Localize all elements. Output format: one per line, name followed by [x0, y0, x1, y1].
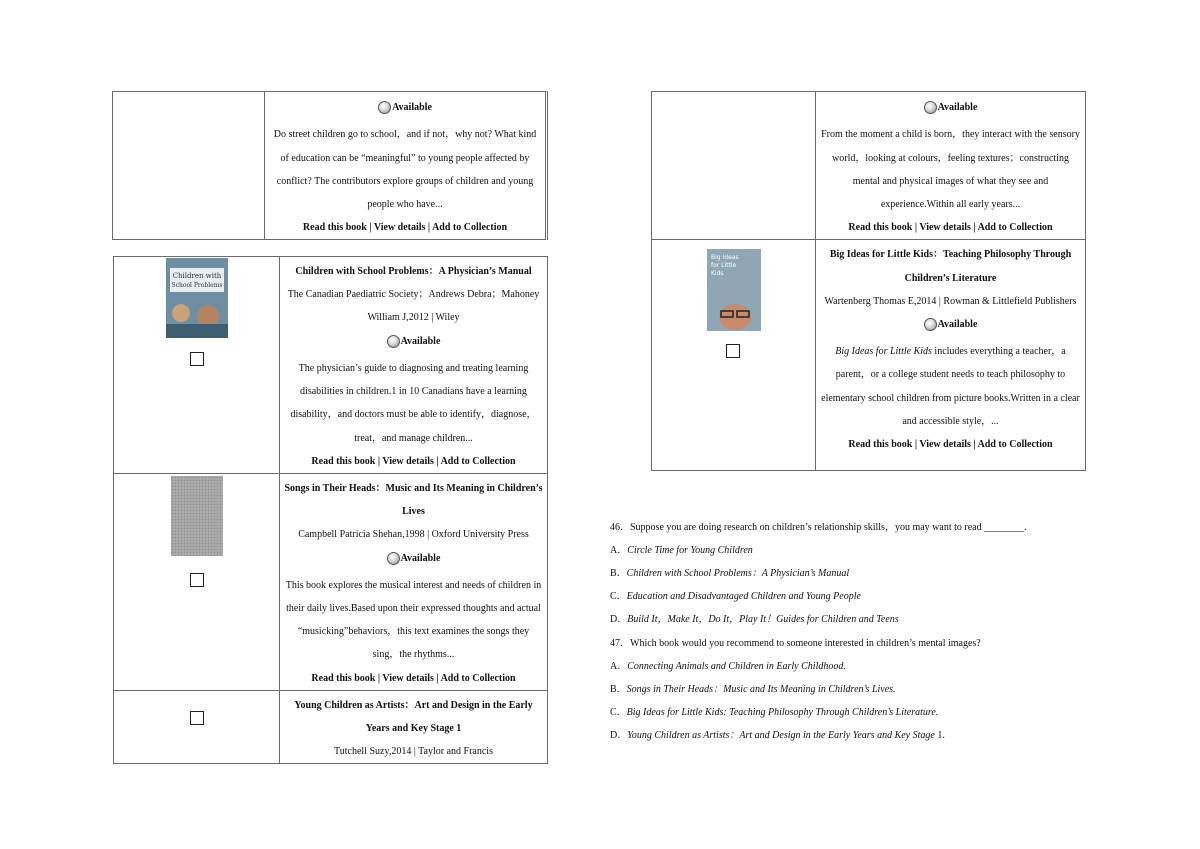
book-cover-cell: [652, 92, 816, 240]
book-info-cell: [280, 257, 548, 474]
available-icon: [387, 335, 400, 348]
left-book-list: [113, 256, 548, 764]
book-row: [114, 473, 548, 690]
book-row: [114, 257, 548, 474]
book-row: [652, 92, 1086, 240]
select-checkbox[interactable]: [190, 573, 204, 587]
available-icon: [924, 101, 937, 114]
available-icon: [387, 552, 400, 565]
availability-badge: Available: [924, 313, 978, 336]
svg-text:Children with: Children with: [172, 272, 221, 280]
available-icon: [924, 318, 937, 331]
book-title[interactable]: Big Ideas for Little Kids：Teaching Philosophy Through Children’s Literature: [829, 249, 1072, 284]
svg-text:Kids: Kids: [710, 270, 724, 278]
question-46-option-c: C．Education and Disadvantaged Children and Young People: [610, 591, 861, 602]
book-row: [652, 240, 1086, 471]
question-47-option-b: B．Songs in Their Heads：Music and Its Meaning in Children’s Lives.: [610, 684, 896, 695]
question-46-option-d: D．Build It，Make It，Do It，Play It！Guides for Children and Teens: [610, 614, 899, 625]
book-actions[interactable]: Read this book | View details | Add to Collection: [311, 455, 516, 467]
availability-badge: Available: [387, 547, 441, 570]
book-title[interactable]: Young Children as Artists：Art and Design in the Early Years and Key Stage 1: [294, 699, 533, 735]
book-cover-image: [166, 258, 228, 338]
book-row: [114, 690, 548, 764]
book-cover-cell: [652, 240, 816, 471]
select-checkbox[interactable]: [190, 352, 204, 366]
book-actions[interactable]: Read this book | View details | Add to Collection: [848, 222, 1053, 234]
book-meta: Wartenberg Thomas E,2014 | Rowman & Littlefield Publishers: [824, 295, 1077, 307]
book-title[interactable]: Songs in Their Heads：Music and Its Meaning in Children’s Lives: [284, 482, 543, 518]
question-47-option-d: D．Young Children as Artists：Art and Design in the Early Years and Key Stage 1.: [610, 730, 945, 741]
book-cover-cell: [114, 690, 280, 764]
availability-badge: Available: [387, 330, 441, 353]
question-46-stem: 46．Suppose you are doing research on children’s relationship skills，you may want to read ________.: [610, 522, 1027, 533]
book-cover-cell: [114, 257, 280, 474]
book-info-cell: [816, 240, 1086, 471]
question-46-option-b: B．Children with School Problems：A Physician’s Manual: [610, 568, 850, 579]
book-summary: Big Ideas for Little Kids includes everything a teacher，a parent，or a college student needs to teach philosophy to elementary school children from picture books.Written in a clear and accessible style，...: [821, 346, 1080, 427]
left-top-table: [112, 91, 548, 240]
question-47-stem: 47．Which book would you recommend to someone interested in children’s mental images?: [610, 638, 981, 649]
book-cover-cell: [114, 473, 280, 690]
book-cover-image: [707, 249, 761, 331]
book-summary: This book explores the musical interest and needs of children in their daily lives.Based upon their expressed thoughts and actual “musicking”behaviors，this text examines the songs they sing，the rhythms...: [285, 579, 542, 661]
book-meta: Campbell Patricia Shehan,1998 | Oxford University Press: [298, 529, 529, 541]
book-cover-image: [171, 476, 223, 556]
right-book-table: [651, 91, 1086, 471]
select-checkbox[interactable]: [190, 711, 204, 725]
book-summary: Do street children go to school，and if not，why not? What kind of education can be “meaningful” to young people affected by conflict? The contributors explore groups of children and young people who have...: [273, 129, 537, 210]
book-title[interactable]: Children with School Problems：A Physician’s Manual: [295, 266, 532, 277]
svg-text:Big Ideas: Big Ideas: [710, 254, 739, 262]
book-actions[interactable]: Read this book | View details | Add to Collection: [302, 222, 508, 234]
availability-badge: Available: [378, 96, 432, 119]
book-info-cell: [280, 473, 548, 690]
book-meta: The Canadian Paediatric Society；Andrews Debra；Mahoney William J,2012 | Wiley: [287, 289, 540, 324]
book-summary: The physician’s guide to diagnosing and treating learning disabilities in children.1 in 10 Canadians have a learning disability，and doctors must be able to identify，diagnose，treat，and manage children...: [290, 362, 537, 444]
left-top-text-cell: [265, 92, 547, 240]
book-actions[interactable]: Read this book | View details | Add to Collection: [311, 672, 516, 684]
svg-text:for Little: for Little: [710, 262, 736, 270]
book-info-cell: [816, 92, 1086, 240]
book-actions[interactable]: Read this book | View details | Add to Collection: [848, 439, 1053, 451]
svg-text:School Problems: School Problems: [171, 282, 222, 289]
question-47-option-c: C．Big Ideas for Little Kids: Teaching Philosophy Through Children’s Literature.: [610, 707, 939, 718]
question-46-option-a: A．Circle Time for Young Children: [610, 545, 753, 556]
book-summary: From the moment a child is born，they interact with the sensory world，looking at colours，feeling textures；constructing mental and physical images of what they see and experience.Within all early years...: [821, 129, 1080, 210]
question-47-option-a: A．Connecting Animals and Children in Early Childhood.: [610, 661, 846, 672]
book-meta: Tutchell Suzy,2014 | Taylor and Francis: [334, 746, 493, 758]
left-top-image-cell: [113, 92, 265, 240]
select-checkbox[interactable]: [726, 344, 740, 358]
book-info-cell: [280, 690, 548, 764]
available-icon: [378, 101, 391, 114]
availability-badge: Available: [924, 96, 978, 119]
